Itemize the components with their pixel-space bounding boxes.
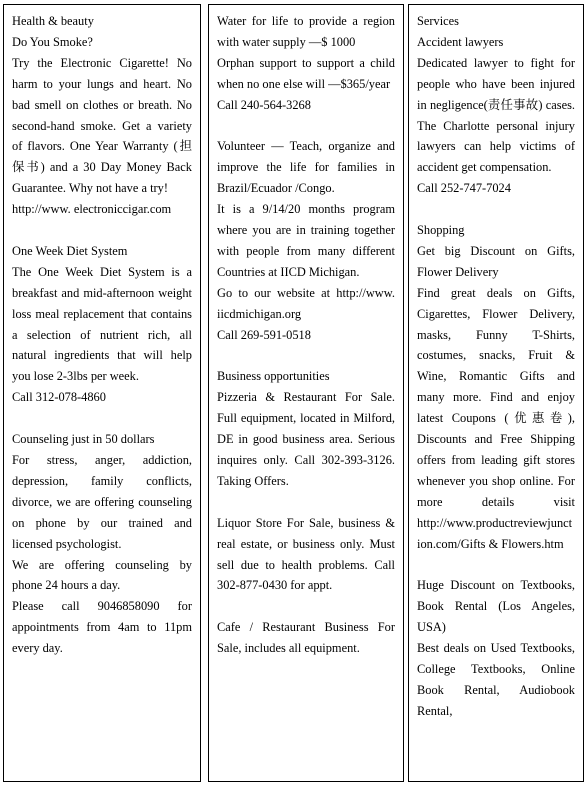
spacer (217, 116, 395, 137)
ad-line: Do You Smoke? (12, 34, 93, 49)
ad-line: Best deals on Used Textbooks, College Textbooks, Online Book Rental, Audiobook Rental, (417, 641, 575, 718)
ad-line: One Week Diet System (12, 243, 128, 258)
ad-line: The One Week Diet System is a breakfast and mid-afternoon weight loss meal replacement that contains a selection of nutrient rich, all natural ingredients that will help you lose 2-3lbs per week. (12, 264, 192, 384)
ad-line: Call 312-078-4860 (12, 390, 106, 405)
ad-link[interactable]: http://www. electroniccigar.com (12, 202, 172, 217)
ad-line: Please call 9046858090 for appointments from 4am to 11pm every day. (12, 599, 192, 656)
ad-line: Orphan support to support a child when no one else will —$365/year (217, 55, 395, 91)
ad-link[interactable]: Go to our website at http://www. iicdmichigan.org (217, 285, 395, 321)
ad-block-counseling (12, 429, 192, 659)
ad-line: Call 240-564-3268 (217, 97, 311, 112)
ad-block-textbooks (417, 575, 575, 721)
ad-block-cafe (217, 617, 395, 659)
ad-line: Try the Electronic Cigarette! No harm to your lungs and heart. No bad smell on clothes or breath. No second-hand smoke. Get a variety of flavors. One Year Warranty (担保书) and a 30 Day Money Back Guarantee. Why not have a try! (12, 55, 192, 196)
spacer (12, 408, 192, 429)
ad-line: Business opportunities (217, 369, 330, 384)
column-left (3, 4, 201, 782)
spacer (417, 199, 575, 220)
ad-block-shopping (417, 220, 575, 555)
ad-block-volunteer (217, 136, 395, 345)
ad-line: Dedicated lawyer to fight for people who have been injured in negligence(责任事故) cases. The Charlotte personal injury lawyers can help victims of accident get compensation. (417, 55, 575, 175)
ad-line: Counseling just in 50 dollars (12, 432, 155, 447)
ad-block-charity (217, 11, 395, 116)
spacer (217, 345, 395, 366)
ad-line: Call 252-747-7024 (417, 181, 511, 196)
ad-line: Huge Discount on Textbooks, Book Rental (Los Angeles, USA) (417, 578, 575, 635)
ad-line: Shopping (417, 223, 465, 238)
ad-line: Accident lawyers (417, 34, 504, 49)
ad-line: Pizzeria & Restaurant For Sale. Full equipment, located in Milford, DE in good business area. Serious inquires only. Call 302-393-3126. Taking Offers. (217, 390, 395, 488)
spacer (417, 555, 575, 576)
column-middle (208, 4, 404, 782)
ad-line: Call 269-591-0518 (217, 327, 311, 342)
ad-line: We are offering counseling by phone 24 hours a day. (12, 557, 192, 593)
ad-line: Water for life to provide a region with water supply —$ 1000 (217, 14, 395, 49)
ad-line: Find great deals on Gifts, Cigarettes, Flower Delivery, masks, Funny T-Shirts, costumes, snacks, Fruit & Wine, Romantic Gifts and many more. Find and enjoy latest Coupons (优惠卷), Discounts and Free Shipping offers from leading gift stores whenever you shop online. For more details visit http://www.productreviewjunction.com/Gifts & Flowers.htm (417, 285, 575, 551)
ad-line: Get big Discount on Gifts, Flower Delivery (417, 243, 575, 279)
ad-line: For stress, anger, addiction, depression, family conflicts, divorce, we are offering counseling on phone by our trained and licensed psychologist. (12, 453, 192, 551)
ad-line: Volunteer — Teach, organize and improve the life for families in Brazil/Ecuador /Congo. (217, 139, 395, 196)
ad-line: It is a 9/14/20 months program where you are in training together with people from many different Countries at IICD Michigan. (217, 202, 395, 279)
ad-line: Liquor Store For Sale, business & real estate, or business only. Must sell due to health problems. Call 302-877-0430 for appt. (217, 515, 395, 593)
ad-block-diet (12, 241, 192, 408)
ad-line: Services (417, 14, 459, 28)
ad-line: Health & beauty (12, 14, 94, 28)
column-right (408, 4, 584, 782)
ad-block-pizzeria (217, 366, 395, 491)
ad-block-lawyers (417, 11, 575, 199)
ad-block-smoking (12, 11, 192, 220)
ad-line: Cafe / Restaurant Business For Sale, includes all equipment. (217, 620, 395, 656)
ad-block-liquor (217, 513, 395, 597)
spacer (217, 492, 395, 513)
spacer (12, 220, 192, 241)
spacer (217, 596, 395, 617)
